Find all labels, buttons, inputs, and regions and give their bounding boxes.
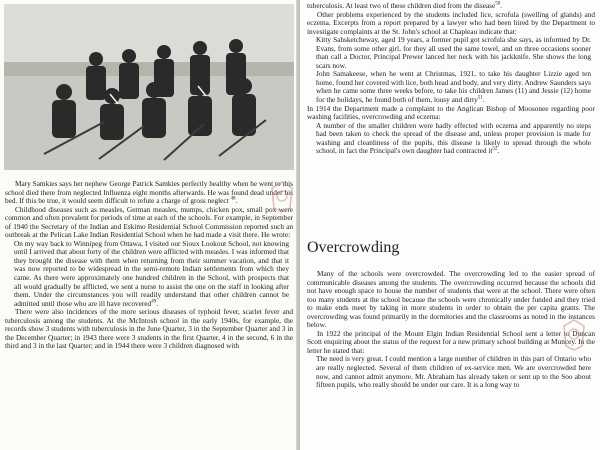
footnote-ref: 52 — [492, 146, 498, 152]
block-quote-kitty: Kitty Sahsketcheway, aged 19 years, a former pupil got scrofula she says, as informed by Dr. Evans, from some other girl, for they all used the same towel, and on three occasions sooner than call a Doctor, Principal Prewer lanced her neck with his jackknife. She shows the long scars now. — [316, 35, 591, 70]
left-page-text — [5, 180, 293, 351]
block-quote-sioux-lookout: On my way back to Winnipeg from Ottawa, I visited our Sioux Lookout School, not knowing until I arrived that about forty of the children were afflicted with measles. I was informed that they brought the disease with them when returning from their summer vacation, and that it was now reported to be widespread in the semi-remote Indian settlements from which they came. As there were approximately one hundred children in the School, with prospects that all would gradually be afflicted, we sent a nurse to assist the one on the staff in looking after them. Under the circumstances you will readily understand that other children cannot be admitted until those who are ill have recovered$^{49}$. — [14, 238, 289, 308]
footnote-ref: 48 — [230, 196, 236, 202]
paragraph-tuberculosis: tuberculosis. At least two of these children died from the disease$^{50}$. — [307, 1, 503, 10]
section-heading-overcrowding: Overcrowding — [307, 239, 400, 256]
seal-icon — [562, 318, 586, 352]
seal-icon — [270, 180, 294, 214]
footnote-ref: 49 — [151, 299, 157, 305]
historical-photo — [4, 4, 294, 170]
paragraph-childhood-diseases: Childhood diseases such as measles, German measles, mumps, chicken pox, small pox were common and often prevalent for periods of time at each of the schools. For example, in September of 1940 the Secretary of the Indian and Eskimo Residential School Commission reported such an outbreak at the Pelican Lake Indian Residential School when he had made a visit there. He wrote: — [5, 204, 293, 240]
paragraph-serious-diseases: There were also incidences of the more serious diseases of typhoid fever, scarlet fever and tuberculosis among the students. At the McIntosh school in the early 1940s, for example, the records show 3 students with tuberculosis in the June Quarter, 3 in the September Quarter and 3 in the December Quarter; in 1943 there were 3 students in the first Quarter, 4 in the second, 6 in the third and 3 in the last Quarter; and in 1944 there were 3 children diagnosed with — [5, 307, 293, 351]
paragraph-samkies: Mary Samkies says her nephew George Patrick Samkies perfectly healthy when he went to this school died there from neglected Influenza eight months afterwards. He was found dead under his bed. If this be true, it would seem difficult to refute a charge of gross neglect $^{48}$. — [5, 179, 293, 206]
block-quote-john-samakeese: John Samakeese, when he went at Christmas, 1921, to take his daughter Lizzie aged ten home, found her covered with lice, both head and body, and very dirty. Andrew Saunders says when he came some three weeks before, to take his children James (11) and Jessie (12) home for the holidays, he found both of them, lousy and dirty$^{51}$. — [316, 69, 591, 105]
left-page — [0, 0, 298, 450]
block-quote-eczema: A number of the smaller children were badly effected with eczema and apparently no steps had been taken to check the spread of the disease and, unless proper provision is made for washing and cleanliness of the pupils, this disease is likely to spread through the whole school, in fact the Principal's own daughter had contracted $it^{52}$. — [316, 120, 591, 156]
right-page-text-top — [307, 2, 595, 156]
footnote-ref: 51 — [477, 95, 483, 101]
right-page — [300, 0, 600, 450]
paragraph-lice-scrofula: Other problems experienced by the students included lice, scrofula (swelling of glands) and eczema. Excerpts from a report prepared by a lawyer who had been hired by the Department to investigate complaints at the St. John's school at Chapleau indicate that: — [307, 9, 595, 36]
block-quote-need: The need is very great. I could mention a large number of children in this part of Ontario who are really neglected. Several of them children of ex-service men. We are overcrowded here now, and cannot admit anymore. Mr. Abraham has already taken or sent up to the Soo about fifteen pupils, who really should be under our care. It is a long way to — [316, 354, 591, 390]
footnote-ref: 50 — [495, 1, 501, 7]
children-group-photo — [4, 4, 294, 170]
right-page-text-bottom — [307, 270, 595, 390]
paragraph-mount-elgin: In 1922 the principal of the Mount Elgin Indian Residential School sent a letter to Duncan Scott enquiring about the status of the request for a new primary school building at Muncey. In the letter he stated that: — [307, 328, 595, 355]
paragraph-overcrowding: Many of the schools were overcrowded. The overcrowding led to the easier spread of communicable diseases among the students. The overcrowding occurred because the schools did not have enough space to house the number of students that were at the school. There were often too many students at the school because the schools were chronically under funded and they tried to make ends meet by taking in more students in order to obtain the per capita grants. The overcrowding was found primarily in the dormitories and the classrooms as noted in the instances below. — [307, 269, 595, 330]
paragraph-moosonee: In 1914 the Department made a complaint to the Anglican Bishop of Moosonee regarding poor washing facilities, overcrowding and eczema: — [307, 103, 595, 122]
